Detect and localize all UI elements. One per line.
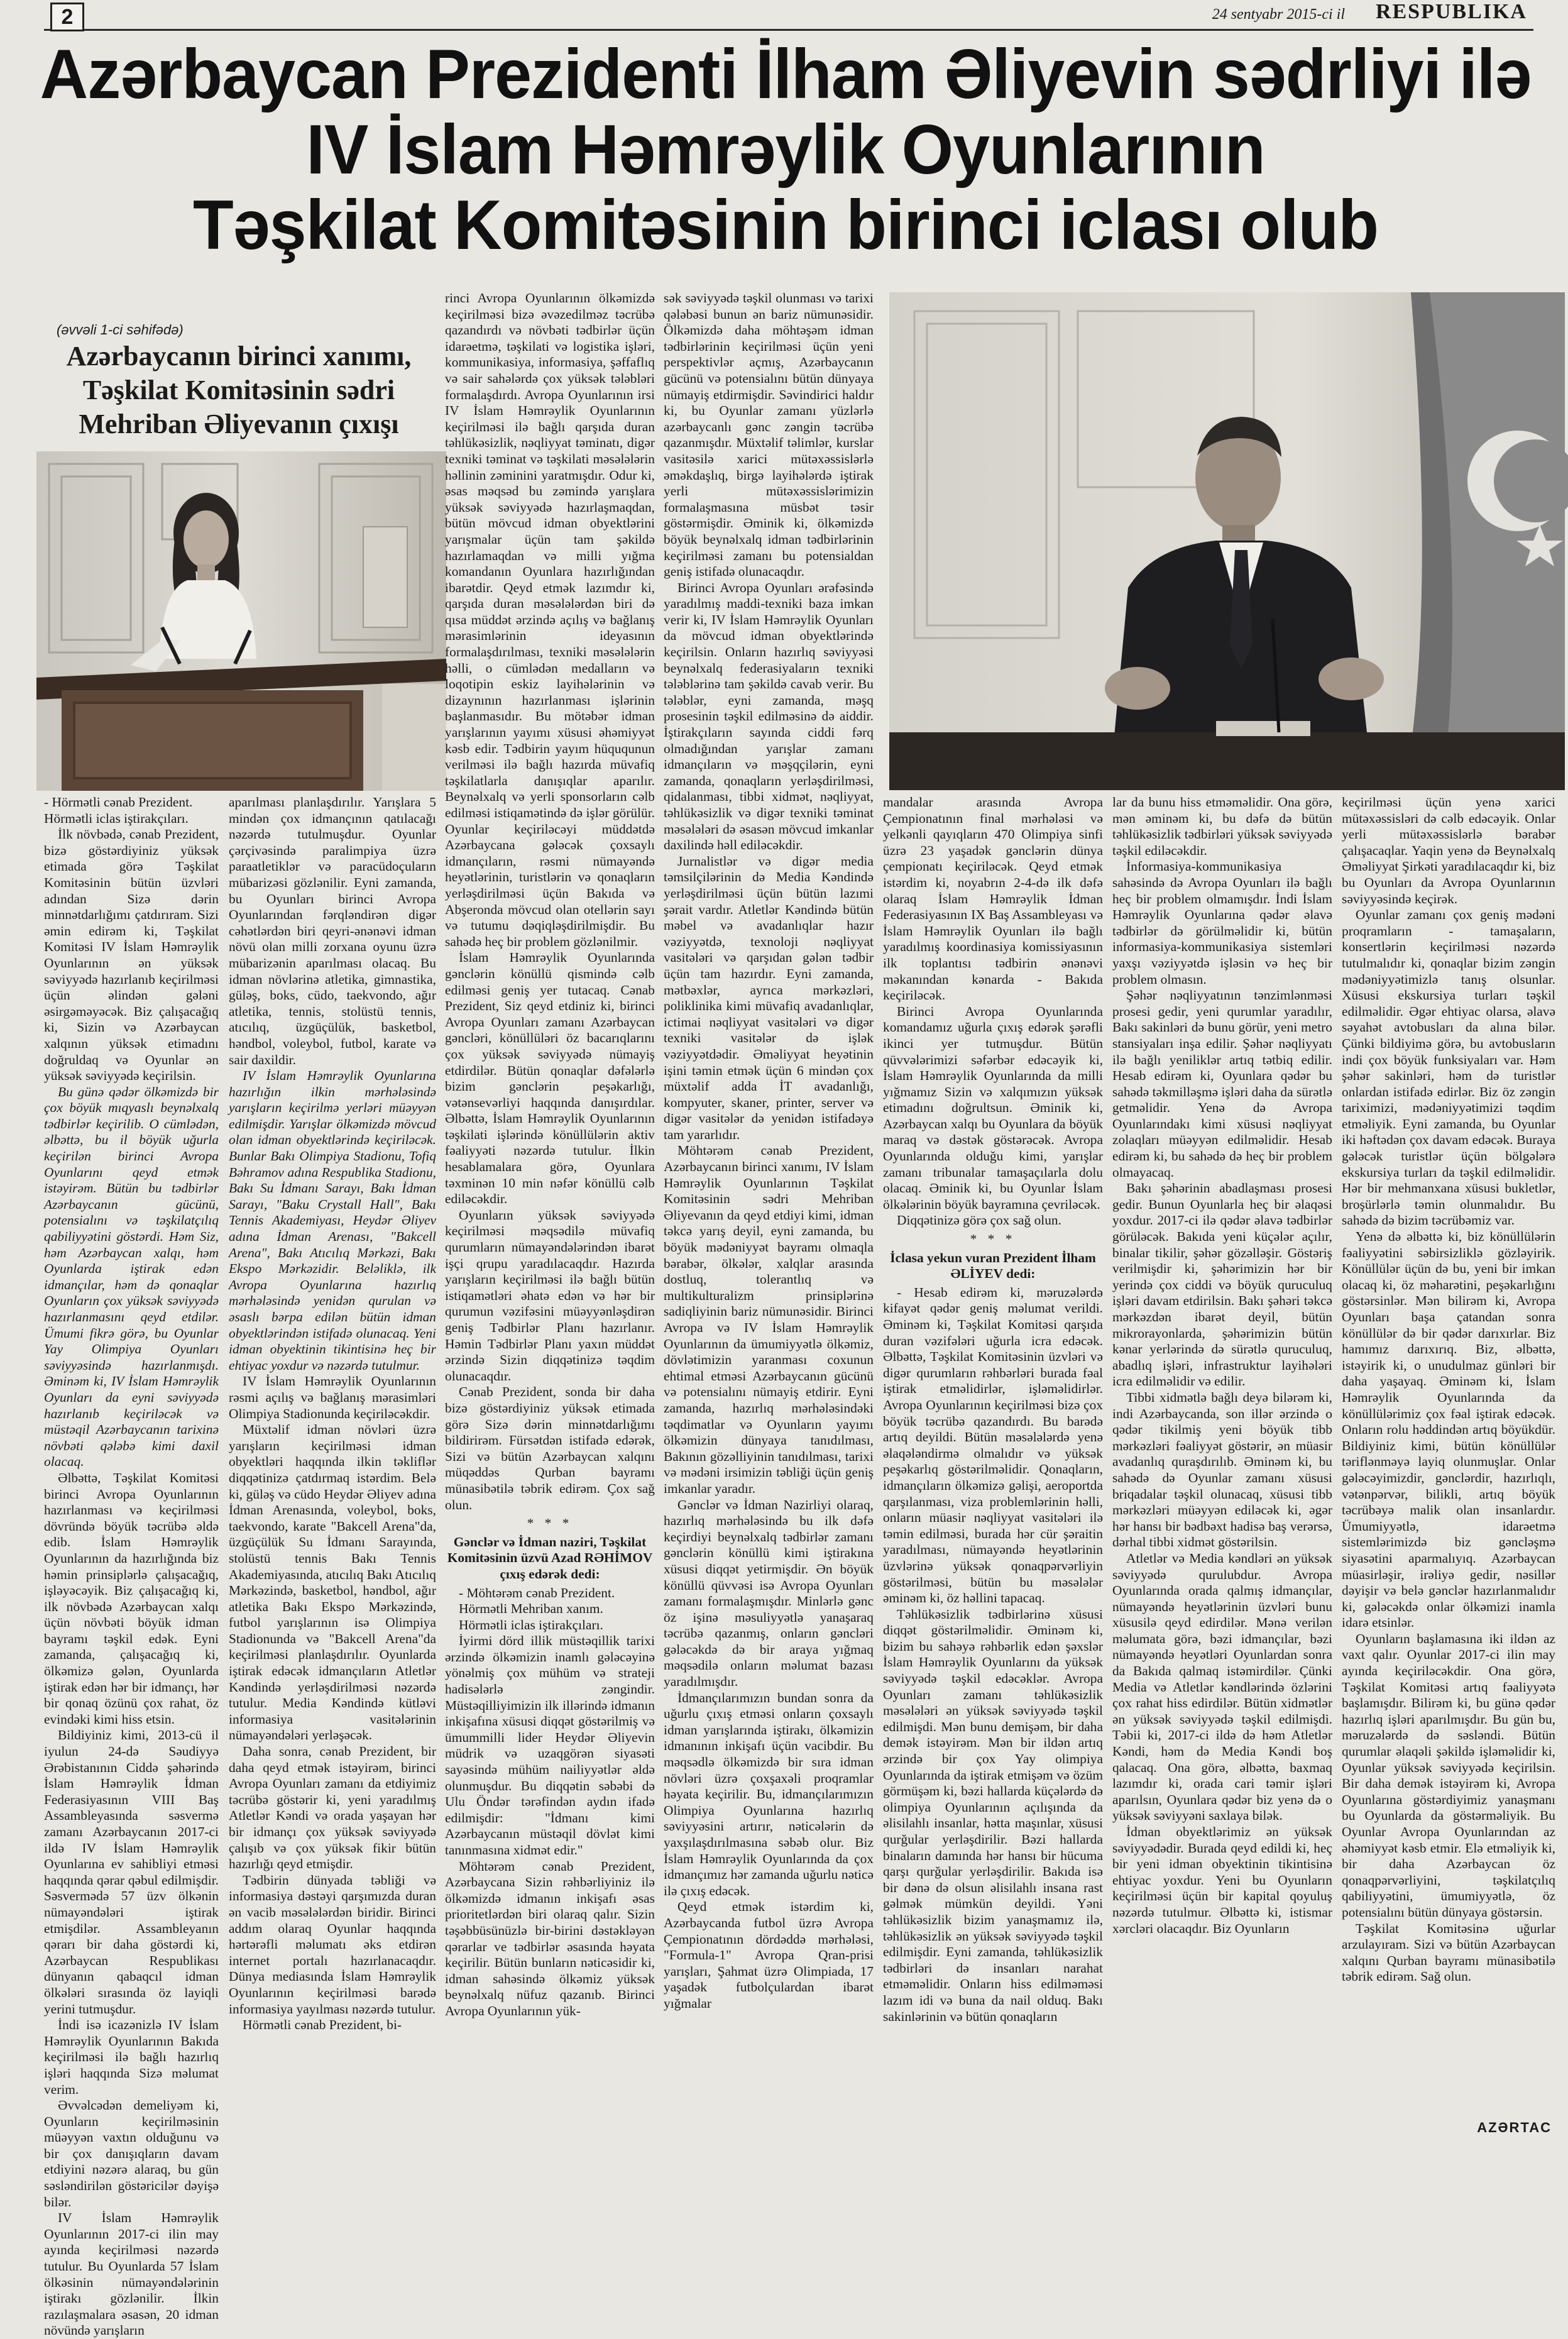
paragraph: Hörmətli cənab Prezident, bi- bbox=[243, 2017, 402, 2033]
paragraph: Bu günə qədər ölkəmizdə bir çox böyük mıqyaslı beynəlxalq tədbirlər keçirilib. O cümlədən, əlbəttə, bu il böyük uğurla keçirilən birinci Avropa Oyunlarını qeyd etmək istəyirəm. Bütün bu tədbirlər Azərbaycanın gücünü, potensialını və təşkilatçılıq qabiliyyətini göstərdi. Həm Siz, həm Azərbaycan xalqı, həm Oyunlarda iştirak edən idmançılar, həm də qonaqlar Oyunların çox yüksək səviyyədə hazırlanmasını qeyd etdilər. Ümumi fikrə görə, bu Oyunlar Yay Olimpiya Oyunları səviyyəsində hazırlanmışdı. Əminəm ki, IV İslam Həmrəylik Oyunları da eyni səviyyədə hazırlanıb keçiriləcək və müstəqil Azərbaycanın tarixinə növbəti qələbə kimi daxil olacaq. bbox=[44, 1084, 219, 1470]
headline-line-3: Təşkilat Komitəsinin birinci iclası olub bbox=[192, 186, 1379, 264]
column-6 bbox=[1112, 795, 1332, 2108]
paragraph: - Hesab edirəm ki, məruzələrdə kifayət qədər geniş məlumat verildi. Əminəm ki, Təşkilat Komitəsi qarşıda duran vəzifələri uğurla icra edəcək. Əlbəttə, Təşkilat Komitəsinin üzvləri və digər qurumların rəhbərləri burada fəal iştirak etməlidirlər, işləməlidirlər. Avropa Oyunlarının keçirilməsi bizə çox böyük təcrübə qazandırdı. Bu barədə artıq deyildi. Bütün məsələlərdə yenə əlaqələndirmə olmalıdır və yüksək peşəkarlıq göstərilməlidir. Qonaqların, idmançıların ölkəmizə gəlişi, aeroportda qarşılanması, viza problemlərinin həlli, onların müasir nəqliyyat vasitələri ilə təmin edilməsi, burada hər cür şəraitin yaradılması, nümayəndə heyətlərinin üzvlərinə yüksək qonaqpərvərliyin göstərilməsi, bütün bu məsələlər əminəm ki, öz həllini tapacaq. bbox=[883, 1284, 1103, 1606]
main-headline bbox=[38, 36, 1533, 263]
photo-president-speaking-image bbox=[889, 292, 1565, 790]
paragraph: IV İslam Həmrəylik Oyunlarının rəsmi açılış və bağlanış mərasimləri Olimpiya Stadionunda keçiriləcəkdir. bbox=[229, 1373, 436, 1421]
news-agency-credit: AZƏRTAC bbox=[1477, 2120, 1552, 2135]
paragraph: IV İslam Həmrəylik Oyunlarına hazırlığın ilkin mərhələsində yarışların keçirilmə yerləri müəyyən edilmişdir. Yarışlar ölkəmizdə mövcud olan idman obyektlərində keçiriləcək. Bunlar Bakı Olimpiya Stadionu, Tofiq Bəhramov adına Respublika Stadionu, Bakı Su İdmanı Sarayı, Bakı İdman Sarayı, "Baku Crystall Hall", Bakı Tennis Akademiyası, Heydər Əliyev adına İdman Arenası, "Bakcell Arena", Bakı Atıcılıq Mərkəzi, Bakı Ekspo Mərkəzidir. Beləliklə, ilk Avropa Oyunlarına hazırlıq mərhələsində yenidən qurulan və əsaslı bərpa edilən bütün idman obyektlərindən istifadə olunacaq. Yeni idman obyektinin tikintisinə heç bir ehtiyac yoxdur və nəzərdə tutulmur. bbox=[229, 1068, 436, 1373]
paragraph: Şəhər nəqliyyatının tənzimlənməsi prosesi gedir, yeni qurumlar yaradılır, Bakı sakinləri də bunu görür, yeni metro stansiyaları inşa edilir. Şəhər nəqliyyatı ilə bağlı yeniliklər artıq tətbiq edilir. Hesab edirəm ki, Oyunlara qədər bu sahədə təkmilləşmə işləri daha da sürətlə getməlidir. Yenə də Avropa Oyunlarındakı kimi xüsusi nəqliyyat zolaqları müəyyən edilməlidir. Hesab edirəm ki, bu sahədə də heç bir problem olmayacaq. bbox=[1112, 988, 1332, 1180]
newspaper-name: RESPUBLIKA bbox=[1375, 0, 1527, 23]
headline-line-2: IV İslam Həmrəylik Oyunlarının bbox=[306, 111, 1265, 189]
paragraph: Müxtəlif idman növləri üzrə yarışların keçirilməsi idman obyektləri haqqında ilkin təkliflər diqqətinizə çatdırmaq istərdim. Belə ki, güləş və cüdo Heydər Əliyev adına İdman Arenasında, voleybol, boks, taekvondo, karate "Bakcell Arena"da, üzgüçülük Su İdmanı Sarayında, stolüstü tennis Bakı Tennis Akademiyasında, atıcılıq Bakı Atıcılıq Mərkəzində, basketbol, həndbol, ağır atletika Bakı Ekspo Mərkəzində, futbol yarışlarının isə Olimpiya Stadionunda və "Bakcell Arena"da keçirilməsi planlaşdırılır. Oyunlarda iştirak edəcək idmançıların Atletlər Kəndində yerləşdirilməsi nəzərdə tutulur. Media Kəndində kütləvi informasiya vasitələrinin nümayəndələri yerləşəcək. bbox=[229, 1422, 436, 1743]
paragraph: İndi isə icazənizlə IV İslam Həmrəylik Oyunlarının Bakıda keçirilməsi ilə bağlı hazırlıq işləri haqqında Sizə məlumat verim. bbox=[44, 2017, 219, 2097]
column-4 bbox=[664, 290, 874, 2108]
paragraph: - Möhtərəm cənab Prezident. bbox=[459, 1585, 615, 1600]
column-7 bbox=[1342, 795, 1555, 2089]
paragraph: İslam Həmrəylik Oyunlarında gənclərin könüllü qismində cəlb edilməsi geniş yer tutacaq. Cənab Prezident, Siz qeyd etdiniz ki, birinci Avropa Oyunları zamanı Azərbaycan gəncləri, könüllüləri öz bacarıqlarını çox yüksək səviyyədə nümayiş etdirdilər. Bütün qonaqlar dəfələrlə bizim gənclərin peşəkarlığı, vətənsevərliyi haqqında danışırdılar. Əlbəttə, İslam Həmrəylik Oyunlarının təşkilati işlərində könüllülərin aktiv fəaliyyəti nəzərdə tutulur. İlkin hesablamalara görə, Oyunlara təxminən 10 min nəfər könüllü cəlb ediləcəkdir. bbox=[445, 950, 655, 1207]
paragraph: - Hörmətli cənab Prezident. bbox=[44, 795, 193, 810]
issue-date: 24 sentyabr 2015-ci il bbox=[1212, 6, 1345, 23]
masthead bbox=[44, 0, 1533, 31]
paragraph: İnformasiya-kommunikasiya sahəsində də Avropa Oyunları ilə bağlı heç bir problem olmamışdır. İndi İslam Həmrəylik Oyunlarına qədər əlavə tədbirlər də görülməlidir ki, bütün informasiya-kommunikasiya sistemləri yaxşı vəziyyətdə işləsin və heç bir problem olmasın. bbox=[1112, 859, 1332, 987]
paragraph: Hörmətli Mehriban xanım. bbox=[459, 1601, 603, 1617]
column-3 bbox=[445, 290, 655, 2108]
paragraph: Möhtərəm cənab Prezident, Azərbaycana Sizin rəhbərliyiniz ilə ölkəmizdə idmanın inkişafı əsas prioritetlərdən biri olaraq qalır. Sizin təşəbbüsünüzlə bir-birini dəstəkləyən qərarlar ve tədbirlər əsasında həyata keçirilir. Bütün bunların nəticəsidir ki, idman sahəsində ölkəmiz yüksək beynəlxalq nüfuz qazanıb. Birinci Avropa Oyunlarının yük- bbox=[445, 1858, 655, 2018]
speaker-heading: Gənclər və İdman naziri, Təşkilat Komitəsinin üzvü Azad RƏHİMOV çıxış edərək dedi: bbox=[447, 1534, 653, 1582]
paragraph: Tədbirin dünyada təbliği və informasiya dəstəyi qarşımızda duran ən vacib məsələlərdən biridir. Birinci addım olaraq Oyunlar haqqında hərtərəfli məlumatı əks etdirən internet portalı hazırlanacaqdır. Dünya mediasında İslam Həmrəylik Oyunlarının keçirilməsi barədə informasiya yayılması nəzərdə tutulur. bbox=[229, 1872, 436, 2017]
article-subheading: Azərbaycanın birinci xanımı, Təşkilat Komitəsinin sədri Mehriban Əliyevanın çıxışı bbox=[66, 341, 412, 439]
paragraph: Cənab Prezident, sonda bir daha bizə göstərdiyiniz yüksək etimada görə Sizə dərin minnətdarlığımı bildirirəm. Fürsətdən istifadə edərək, Sizi və bütün Azərbaycan xalqını müqəddəs Qurban bayramı münasibətilə təbrik edirəm. Çox sağ olun. bbox=[445, 1384, 655, 1512]
paragraph: Təhlükəsizlik tədbirlərinə xüsusi diqqət göstərilməlidir. Əminəm ki, bizim bu sahəyə rəhbərlik edən şəxslər İslam Həmrəylik Oyunlarını da yüksək səviyyədə təşkil edəcəklər. Avropa Oyunları zamanı təhlükəsizlik məsələləri ən yüksək səviyyədə təşkil edilmişdi. Mən bunu demişəm, bir daha demək istəyirəm. Mən bir ildən artıq ərzində bir çox Yay olimpiya Oyunlarında da iştirak etmişəm və özüm görmüşəm ki, bəzi hallarda küçələrdə də olimpiya Oyunlarının açılışında da əlisilahlı insanlar, hətta maşınlar, xüsusi qurğular yerləşdirilir. Bəzi hallarda binaların damında hər hansı bir hücuma qarşı qurğular yerləşdirilir. Bakıda isə bir dənə də olsun əlisilahlı insana rast gəlmək mümkün deyildi. Yəni təhlükəsizlik bizim yanaşmamız ilə, təhlükəsizlik ən yüksək səviyyədə təşkil edilmişdir. Eyni zamanda, təhlükəsizlik tədbirləri də insanları narahat etməməlidir. Onların hiss edilməməsi lazım idi və buna da nail olduq. Bakı sakinlərinin və bütün qonaqların bbox=[883, 1606, 1103, 2024]
paragraph: Birinci Avropa Oyunlarında komandamız uğurla çıxış edərək şərəfli ikinci yer tutmuşdur. Bütün qüvvələrimizi səfərbər edəcəyik ki, İslam Həmrəylik Oyunlarında da milli yığmamız Sizin və xalqımızın yüksək etimadını doğrultsun. Əminik ki, Azərbaycan xalqı bu Oyunlara da böyük maraq və dəstək göstərəcək. Avropa Oyunlarında olduğu kimi, yarışlar zamanı tribunalar tamaşaçılarla dolu olacaq. Əminik ki, bu Oyunlar İslam ölkələrinin böyük bayramına çevriləcək. bbox=[883, 1003, 1103, 1212]
photo-speaker-podium-image bbox=[36, 451, 446, 791]
paragraph: IV İslam Həmrəylik Oyunlarının 2017-ci ilin may ayında keçirilməsi nəzərdə tutulur. Bu Oyunlarda 57 İslam ölkəsinin nümayəndələrinin iştirakı gözlənilir. İlkin razılaşmalara əsasən, 20 idman növündə yarışların bbox=[44, 2210, 219, 2338]
continued-from-note: (əvvəli 1-ci səhifədə) bbox=[57, 322, 184, 338]
paragraph: rinci Avropa Oyunlarının ölkəmizdə keçirilməsi bizə əvəzedilməz təcrübə qazandırdı və növbəti tədbirlər üçün idarəetmə, təşkilati və logistika işləri, kommunikasiya, informasiya, şəffaflıq və sair sahələrdə çox yüksək tələbləri formalaşdırdı. Avropa Oyunlarının irsi IV İslam Həmrəylik Oyunlarının keçirilməsi ilə bağlı qarşıda duran təhlükəsizlik, nəqliyyat təminatı, digər texniki təminat və təşkilati məsələlərin həllinin zəminini yaratmışdır. Odur ki, əsas məqsəd bu zəmində yarışlara yüksək səviyyədə hazırlaşmaqdan, bütün mövcud idman obyektlərini yarışmalar üçün tam şəkildə hazırlamaqdan və milli yığma komandanın Oyunlara hazırlığından ibarətdir. Qeyd etmək lazımdır ki, qarşıda duran məsələlərdən biri də qısa müddət ərzində açılış və bağlanış mərasimlərinin ideyasının formalaşdırılması, texniki məsələlərin həlli, o cümlədən medalların və loqotipin eskiz layihələrinin və dizaynının hazırlanması işlərinin başlanmasıdır. Bu mötəbər idman yarışlarının yayımı xüsusi əhəmiyyət kəsb edir. Tədbirin yayım hüququnun verilməsi ilə bağlı hazırda müvafiq təşkilatlarla danışıqlar aparılır. Beynəlxalq və yerli sponsorların cəlb edilməsi istiqamətində də işlər görülür. Oyunlar keçiriləcəyi müddətdə Azərbaycana gələcək çoxsaylı idmançıların, rəsmi nümayəndə heyətlərinin, turistlərin və qonaqların yerləşdirilməsi üçün Bakıda və Abşeronda mövcud olan otellərin sayı və tutumu dəqiqləşdirilmişdir. Bu sahədə heç bir problem gözlənilmir. bbox=[445, 290, 655, 949]
paragraph: İdmançılarımızın bundan sonra da uğurlu çıxış etməsi onların çoxsaylı idman yarışlarında iştirakı, ölkəmizin idmanının inkişafı üçün vacibdir. Bu məqsədlə ölkəmizdə bir sıra idman növləri üzrə çoxşaxəli proqramlar həyata keçirilir. Bu, idmançılarımızın Olimpiya Oyunlarına hazırlıq səviyyəsini artırır, nəticələrin də yaxşılaşdırılmasına səbəb olur. Biz İslam Həmrəylik Oyunlarında da çox idmançımız hər zamanda uğurlu nəticə ilə çıxış edəcək. bbox=[664, 1690, 874, 1898]
paragraph: Gənclər və İdman Nazirliyi olaraq, hazırlıq mərhələsində bu ilk dəfə keçirdiyi beynəlxalq tədbirlər zamanı gənclərin könüllü kimi iştirakına xüsusi diqqət yetirmişdir. Ən böyük könüllü qüvvəsi isə Avropa Oyunları zamanı formalaşmışdır. Minlərlə gənc öz işinə məsuliyyətlə yanaşaraq təcrübə qazanmış, onların gəncləri gələcəkdə də bir araya yığmaq məqsədilə onların məlumat bazası yaradılmışdır. bbox=[664, 1497, 874, 1690]
headline-line-1: Azərbaycan Prezidenti İlham Əliyevin sədrliyi ilə bbox=[40, 35, 1532, 113]
paragraph: Oyunlar zamanı çox geniş mədəni proqramların - tamaşaların, konsertlərin keçirilməsi nəzərdə tutulmalıdır ki, qonaqlar bizim zəngin mədəniyyətimizlə tanış olsunlar. Xüsusi ekskursiya turları təşkil edilməlidir. Əgər ehtiyac olarsa, əlavə səyahət avtobusları da alına bilər. Çünki bildiyimə görə, bu avtobusların indi çox böyük funksiyaları var. Həm şəhər sakinləri, həm də turistlər onlardan istifadə edirlər. Biz öz zəngin tariximizi, mədəniyyətimizi təqdim etməliyik. Eyni zamanda, bu Oyunlar iki həftədən çox davam edəcək. Buraya gələcək turistlər üçün bölgələrə ekskursiya turları da təşkil edilməlidir. Hər bir mehmanxana xüsusi bukletlər, broşürlərlə təmin olunmalıdır. Bu sahədə də bizim təcrübəmiz var. bbox=[1342, 907, 1555, 1228]
section-separator: * * * bbox=[970, 1231, 1016, 1247]
paragraph: Jurnalistlər və digər media təmsilçilərinin də Media Kəndində yerləşdirilməsi üçün bütün lazımi şərait vardır. Atletlər Kəndində bütün məbel və avadanlıqlar hazır vəziyyətdə, texnoloji nəqliyyat vasitələri və qarşıdan gələn tədbir üçün tam hazırdır. Eyni zamanda, mətbəxlər, ayrıca mərkəzləri, poliklinika kimi müvafiq avadanlıqlar, ictimai nəqliyyat vasitələri və digər texniki vasitələr də işlək vəziyyətdədir. Əməliyyat heyətinin işini təmin etmək üçün 6 mindən çox müxtəlif adda İT avadanlığı, kompyuter, skaner, printer, server və digər vasitələr də yenidən istifadəyə tam yararlıdır. bbox=[664, 853, 874, 1142]
paragraph: Hörmətli iclas iştirakçıları. bbox=[44, 810, 189, 826]
speaker-heading: İclasa yekun vuran Prezident İlham ƏLİYEV dedi: bbox=[890, 1250, 1096, 1282]
paragraph: Hörmətli iclas iştirakçıları. bbox=[459, 1617, 603, 1632]
paragraph: Atletlər və Media kəndləri ən yüksək səviyyədə qurulubdur. Avropa Oyunlarında orada qalmış idmançılar, nümayəndə heyətlərinin üzvləri bunu xüsusilə qeyd edirdilər. Mənə verilən məlumata görə, bəzi idmançılar, bəzi nümayəndə heyətləri Oyunlardan sonra da Bakıda qalmaq istəmirdilər. Çünki Media və Atletlər kəndlərində özlərini çox rahat hiss edirdilər. Bütün xidmətlər ən yüksək səviyyədə təşkil edilmişdi. Təbii ki, 2017-ci ildə də həm Atletlər Kəndi, həm də Media Kəndi boş qalacaq. Ona görə, əlbəttə, baxmaq lazımdır ki, orada cari təmir işləri aparılsın, Oyunlara qədər biz yenə də o yüksək səviyyəni saxlaya bilək. bbox=[1112, 1550, 1332, 1824]
paragraph: Bildiyiniz kimi, 2013-cü il iyulun 24-də Səudiyyə Ərəbistanının Ciddə şəhərində İslam Həmrəylik İdman Federasiyasının VIII Baş Assambleyasında səsvermə zamanı Azərbaycanın 2017-ci ildə IV İslam Həmrəylik Oyunlarına ev sahibliyi etməsi haqqında qərar qəbul edilmişdir. Səsvermədə 57 üzv ölkənin nümayəndələri iştirak etmişdilər. Assambleyanın qərarı bir daha göstərdi ki, Azərbaycan Respublikası dünyanın qabaqcıl idman ölkələri sırasında öz layiqli yerini tutmuşdur. bbox=[44, 1727, 219, 2017]
paragraph: Tibbi xidmətlə bağlı deyə bilərəm ki, indi Azərbaycanda, son illər ərzində o qədər tikilmiş yeni böyük tibb mərkəzləri fəaliyyət göstərir, ən müasir avadanlıq quraşdırılıb. Əminəm ki, bu sahədə də Oyunlar zamanı xüsusi briqadalar təşkil olunacaq, xüsusi tibb mərkəzləri müəyyən ediləcək ki, əgər hər hansı bir bədbəxt hadisə baş verərsə, dərhal tibbi xidmət göstərilsin. bbox=[1112, 1389, 1332, 1550]
paragraph: Daha sonra, cənab Prezident, bir daha qeyd etmək istəyirəm, birinci Avropa Oyunları zamanı da etdiyimiz təcrübə göstərir ki, yeni yaradılmış Atletlər Kəndi və orada yaşayan hər bir idmançı çox yüksək səviyyədə çalışıb və çox yüksək fikir bütün hazırlığı qeyd etmişdir. bbox=[229, 1744, 436, 1872]
paragraph: Əvvəlcədən demeliyəm ki, Oyunların keçirilməsinin müəyyən vaxtın olduğunu və bir çox danışıqların davam etdiyini nəzərə alaraq, bu gün səsləndirilən göstəricilər dəyişə bilər. bbox=[44, 2098, 219, 2210]
paragraph: Əlbəttə, Təşkilat Komitəsi birinci Avropa Oyunlarının hazırlanması və keçirilməsi dövründə böyük təcrübə əldə edib. İslam Həmrəylik Oyunlarının da hazırlığında biz həmin prinsiplərlə çalışacağıq, işləyəcəyik. Biz çalışacağıq ki, ilk növbədə Azərbaycan xalqı üçün növbəti böyük idman bayramı təşkil edək. Eyni zamanda, çalışacağıq ki, ölkəmizə gələn, Oyunlarda iştirak edən hər bir idmançı, hər bir qonaq özünü çox rahat, öz evindəki kimi hiss etsin. bbox=[44, 1470, 219, 1727]
paragraph: Diqqətinizə görə çox sağ olun. bbox=[897, 1213, 1061, 1228]
paragraph: Qeyd etmək istərdim ki, Azərbaycanda futbol üzrə Avropa Çempionatının dördəddə mərhələsi, "Formula-1" Avropa Qran-prisi yarışları, Şahmat üzrə Olimpiada, 17 yaşadək futbolçulardan ibarət yığmalar bbox=[664, 1899, 874, 2011]
paragraph: keçirilməsi üçün yenə xarici mütəxəssisləri də cəlb edəcəyik. Onlar yerli mütəxəssislərlə bərabər çalışacaqlar. Yaqin yenə də Beynəlxalq Əməliyyat Şirkəti yaradılacaqdır ki, biz bu Oyunları da Avropa Oyunlarının səviyyəsində keçirək. bbox=[1342, 795, 1555, 906]
column-5 bbox=[883, 795, 1103, 2108]
paragraph: Təşkilat Komitəsinə uğurlar arzulayıram. Sizi və bütün Azərbaycan xalqını Qurban bayramı münasibətilə təbrik edirəm. Sağ olun. bbox=[1342, 1920, 1555, 1984]
page-number: 2 bbox=[50, 3, 84, 31]
paragraph: mandalar arasında Avropa Çempionatının final mərhələsi və yelkənli qayıqların 470 Olimpiya sinfi üzrə 23 yaşadək gənclərin dünya çempionatı keçiriləcək. Qeyd etmək istərdim ki, noyabrın 2-4-də ilk dəfə olaraq İslam Həmrəylik İdman Federasiyasının IX Baş Assambleyası və İslam Həmrəylik Oyunları ilə bağlı yaradılmış koordinasiya komissiyasının ilk toplantısı tədbirin ənənəvi məkanından kənarda - Bakıda keçiriləcək. bbox=[883, 795, 1103, 1003]
paragraph: Möhtərəm cənab Prezident, Azərbaycanın birinci xanımı, IV İslam Həmrəylik Oyunlarının Təşkilat Komitəsinin sədri Mehriban Əliyevanın da qeyd etdiyi kimi, idman təkcə yarış deyil, eyni zamanda, bu böyük mədəniyyət bayramı olmaqla bərabər, ölkələr, xalqlar arasında dostluq, tolerantlıq və multikulturalizm prinsiplərinə sadiqliyinin bariz nümunəsidir. Birinci Avropa və IV İslam Həmrəylik Oyunlarının da ümumiyyətlə ölkəmiz, dövlətimizin yaranması coxunun ehtimal etməsi Azərbaycanın gücünü və potensialını nümayiş etdirir. Eyni zamanda, hazırlıq mərhələsindəki təqdimatlar və Oyunların yayımı ölkəmizin dünyaya tanıdılması, Bakının gözəlliyinin tanıdılması, tarixi və mədəni irsimizin təbliği üçün geniş imkanlar yaradır. bbox=[664, 1143, 874, 1496]
paragraph: aparılması planlaşdırılır. Yarışlara 5 mindən çox idmançının qatılacağı nəzərdə tutulmuşdur. Oyunlar çərçivəsində paralimpiya üzrə paraatletiklər və paracüdoçuların mübarizəsi gözlənilir. Eyni zamanda, bu Oyunları birinci Avropa Oyunlarından fərqləndirən digər cəhətlərdən biri qeyri-ənənəvi idman növü olan milli zorxana oyunu üzrə mübarizənin aparılması olacaq. Bu idman növlərinə atletika, gimnastika, güləş, boks, cüdo, taekvondo, ağır atletika, tennis, stolüstü tennis, atıcılıq, üzgüçülük, basketbol, həndbol, voleybol, futbol, karate və sair daxildir. bbox=[229, 795, 436, 1067]
paragraph: lar da bunu hiss etməməlidir. Ona görə, mən əminəm ki, bu dəfə də bütün təhlükəsizlik tədbirləri yüksək səviyyədə təşkil ediləcəkdir. bbox=[1112, 795, 1332, 858]
paragraph: Oyunların başlamasına iki ildən az vaxt qalır. Oyunlar 2017-ci ilin may ayında keçiriləcəkdir. Ona görə, Təşkilat Komitəsi artıq fəaliyyətə başlamışdır. Bilirəm ki, bu günə qədər hazırlıq işləri aparılmışdır. Bu gün bu, məruzələrdə də səsləndi. Bütün qurumlar əlaqəli şəkildə işləməlidir ki, Oyunlar yüksək səviyyədə keçirilsin. Bir daha demək istəyirəm ki, Avropa Oyunlarına göstərdiyimiz yanaşmanı bu Oyunlarda da göstərməliyik. Bu Oyunlar Avropa Oyunlarından az əhəmiyyət kəsb etmir. Elə etməliyik ki, bir daha Azərbaycan öz qonaqpərvərliyini, təşkilatçılıq qabiliyyətini, ümumiyyətlə, öz potensialını bütün dünyaya göstərsin. bbox=[1342, 1631, 1555, 1920]
column-2 bbox=[229, 795, 436, 2108]
photo-president-speaking bbox=[889, 292, 1565, 790]
paragraph: İdman obyektlərimiz ən yüksək səviyyədədir. Burada qeyd edildi ki, heç bir yeni idman obyektinin tikintisinə ehtiyac yoxdur. Yeni bu Oyunların keçirilməsi üçün bir kapital qoyuluş nəzərdə tutulmur. Əlbəttə ki, istismar xərcləri olacaqdır. Biz Oyunların bbox=[1112, 1824, 1332, 1936]
section-separator: * * * bbox=[527, 1516, 573, 1531]
column-1 bbox=[44, 795, 219, 2338]
paragraph: Yenə də əlbəttə ki, biz könüllülərin fəaliyyətini səbirsizliklə gözləyirik. Könüllülər üçün də bu, yeni bir imkan olacaq ki, öz məharətini, peşəkarlığını göstərsinlər. Mən bilirəm ki, Avropa Oyunları başa çatandan sonra könüllülər də bir qədər darıxırlar. Biz hamımız darıxırıq. Biz, əlbəttə, istəyirik ki, o unudulmaz günləri bir daha yaşayaq. Əminəm ki, İslam Həmrəylik Oyunlarında da könüllülərimiz çox fəal iştirak edəcək. Onların rolu həddindən artıq böyükdür. Bildiyiniz kimi, bütün könüllülər təriflənməyə layiq olunmuşlar. Onlar gələcəyimizdir, gənclərdir, hazırlıqlı, vətənpərvər, bilikli, artıq böyük təcrübəyə malik olan insanlardır. Ümumiyyətlə, idarəetmə sistemlərimizdə biz gəncləşmə siyasətini aparmalıyıq. Azərbaycan müasirləşir, irəliyə gedir, nəsillər dəyişir və belə gənclər hazırlanmalıdır ki, gələcəkdə onlar ölkəmizi inamla idarə etsinlər. bbox=[1342, 1229, 1555, 1631]
paragraph: sək səviyyədə təşkil olunması və tarixi qələbəsi bunun ən bariz nümunəsidir. Ölkəmizdə daha möhtəşəm idman tədbirlərinin keçirilməsi üçün yeni perspektivlər açmış, Azərbaycanın gücünü və potensialını bütün dünyaya nümayiş etdirmişdir. Səvindirici haldır ki, bu Oyunlar zamanı yüzlərlə azərbaycanlı gənc zəngin təcrübə qazanmışdır. Müxtəlif təlimlər, kurslar vasitəsilə xarici mütəxəssislərlə əməkdaşlıq, birgə layihələrdə iştirak yerli mütəxəssislərimizin formalaşmasına müsbət təsir göstərmişdir. Əminik ki, ölkəmizdə böyük beynəlxalq idman tədbirlərinin keçirilməsi zamanı bu potensialdan geniş istifadə olunacaqdır. bbox=[664, 290, 874, 580]
paragraph: İyirmi dörd illik müstəqillik tarixi ərzində ölkəmizin inamlı gələcəyinə yönəlmiş çox mühüm və strateji hadisələrlə zəngindir. Müstəqilliyimizin ilk illərində idmanın inkişafına xüsusi diqqət göstərilmiş və ümummilli lider Heydər Əliyevin müdrik və uzaqgörən siyasəti sayəsində mühüm nailiyyətlər əldə olunmuşdur. Bu diqqətin səbəbi də Ulu Öndər tərəfindən aydın ifadə edilmişdir: "İdmanı kimi Azərbaycanın müstəqil dövlət kimi tanınmasına xidmət edir." bbox=[445, 1633, 655, 1857]
photo-speaker-podium bbox=[36, 451, 446, 791]
paragraph: Oyunların yüksək səviyyədə keçirilməsi məqsədilə müvafiq qurumların nümayəndələrindən ibarət işçi qrupu yaradılacaqdır. Hazırda yarışların keçirilməsi ilə bağlı bütün istiqamətləri əhatə edən və hər bir qurumun vəzifəsini müəyyənləşdirən geniş Tədbirlər Planı hazırlanır. Həmin Tədbirlər Planı yaxın müddət ərzində Sizin diqqətinizə təqdim olunacaqdır. bbox=[445, 1207, 655, 1384]
paragraph: İlk növbədə, cənab Prezident, bizə göstərdiyiniz yüksək etimada görə Təşkilat Komitəsinin bütün üzvləri adından Sizə dərin minnətdarlığımı çatdırıram. Sizi əmin edirəm ki, Təşkilat Komitəsi IV İslam Həmrəylik Oyunlarının ən yüksək səviyyədə hazırlanıb keçirilməsi üçün əlindən gələni əsirgəməyəcək. Biz çalışacağıq ki, Sizin və Azərbaycan xalqının yüksək etimadını doğruldaq və Oyunlar ən yüksək səviyyədə keçirilsin. bbox=[44, 827, 219, 1084]
paragraph: Birinci Avropa Oyunları ərəfəsində yaradılmış maddi-texniki baza imkan verir ki, IV İslam Həmrəylik Oyunları da mövcud idman obyektlərində keçirilsin. Onların hazırlıq səviyyəsi beynəlxalq federasiyaların texniki tələblərinə tam şəkildə cavab verir. Bu tələblər, eyni zamanda, məşq prosesinin təşkil edilməsinə də aiddir. İştirakçıların sayında ciddi fərq olmadığından yarışlar zamanı idmançıların və məşqçilərin, eyni zamanda, qonaqların yerləşdirilməsi, qidalanması, tibbi xidmət, nəqliyyat, təhlükəsizlik və digər texniki təminat məsələləri də əsasən mövcud imkanlar daxilində həll ediləcəkdir. bbox=[664, 580, 874, 853]
paragraph: Bakı şəhərinin abadlaşması prosesi gedir. Bunun Oyunlarla heç bir əlaqəsi yoxdur. 2017-ci ilə qədər əlavə tədbirlər görüləcək. Bakıda yeni küçələr açılır, binalar tikilir, şəhər gözəlləşir. Göstəriş verilmişdir ki, şəhərimizin hər bir yerində çox ciddi və böyük quruculuq işləri davam etdirilsin. Bakı şəhəri təkcə mərkəzdən ibarət deyil, bütün mikrorayonlarda, şəhərimizin bütün kənar yerlərində də sürətlə quruculuq, abadlıq işləri, infrastruktur layihələri icra edilməlidir və edilir. bbox=[1112, 1181, 1332, 1389]
